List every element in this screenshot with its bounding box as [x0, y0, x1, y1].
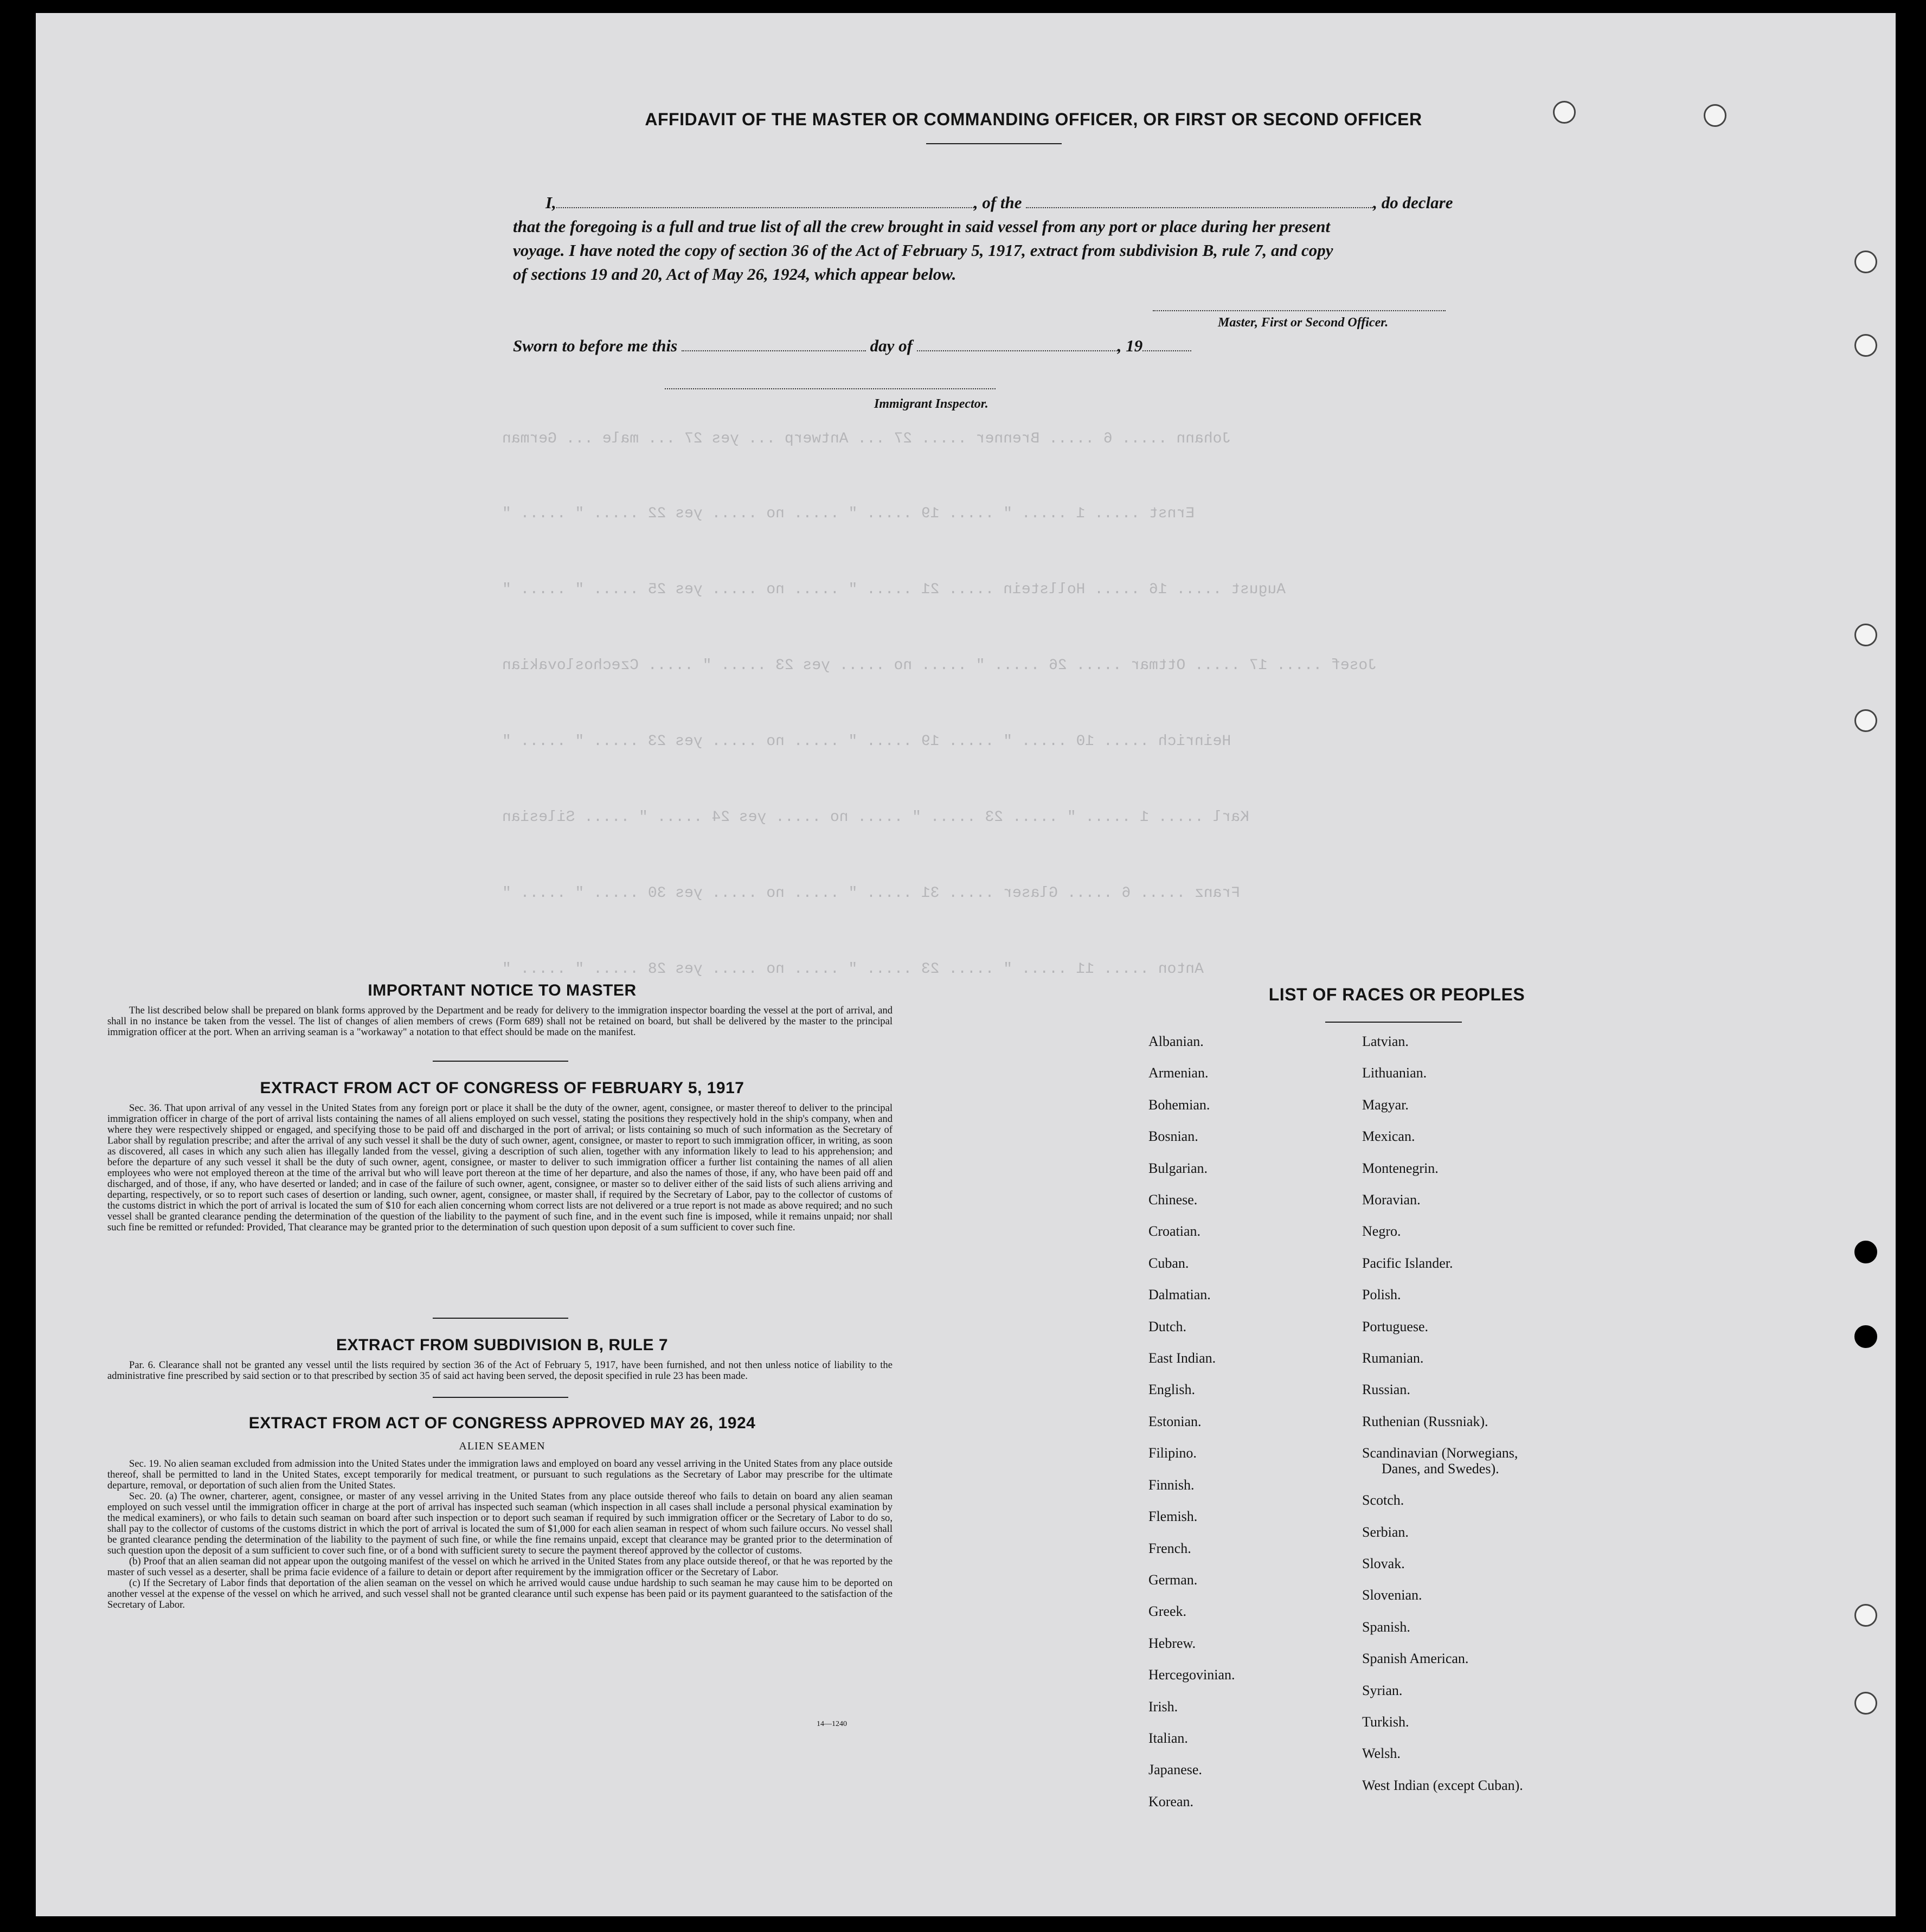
sec-20b-paragraph: (b) Proof that an alien seaman did not appear upon the outgoing manifest of the vessel on which he arrived in the United States from any place outside thereof, or that he was reported by the master of such vessel as a deserter, shall be prima facie evidence of a failure to detain or deport after requirement by the immigration officer or the Secretary of Labor.: [107, 1556, 893, 1578]
divider: [433, 1397, 568, 1398]
race-item: French.: [1148, 1540, 1191, 1556]
race-item: English.: [1148, 1382, 1195, 1398]
race-item: Bohemian.: [1148, 1096, 1210, 1113]
sec-36-paragraph: Sec. 36. That upon arrival of any vessel in the United States from any foreign port or place it shall be the duty of the owner, agent, consignee, or master thereof to deliver to the principal immigration officer in charge of the port of arrival lists containing the names of all aliens employed on such vessel, stating the positions they respectively hold in the ship's company, when and where they were respectively shipped or engaged, and specifying those to be paid off and discharged in the port of arrival; or lists containing so much of such information as the Secretary of Labor shall by regulation prescribe; and after the arrival of any such vessel it shall be the duty of such owner, agent, consignee, or master to report to such immigration officer, in writing, as soon as discovered, all cases in which any such alien has illegally landed from the vessel, giving a description of such alien, together with any information likely to lead to his apprehension; and before the departure of any such vessel it shall be the duty of such owner, agent, consignee, or master to deliver to such immigration officer a further list containing the names of all alien employees who were not employed thereon at the time of the arrival but who will leave port thereon at the time of her departure, and also the names of those, if any, who have been paid off and discharged, and of those, if any, who have deserted or landed; and in case of the failure of such owner, agent, consignee, or master so to deliver either of the said lists of such aliens arriving and departing, respectively, or so to report such cases of desertion or landing, such owner, agent, consignee, or master shall, if required by the Secretary of Labor, pay to the collector of customs of the customs district in which the port of arrival is located the sum of $10 for each alien concerning whom correct lists are not delivered or a true report is not made as above required; and no such vessel shall be granted clearance pending the determination of the question of the liability to the payment of such fine, and in the event such fine is imposed, while it remains unpaid; nor shall such fine be remitted or refunded: Provided, That clearance may be granted prior to the determination of such question upon deposit of a sum sufficient to cover such fine.: [107, 1102, 893, 1233]
race-item: Bulgarian.: [1148, 1160, 1208, 1176]
race-item: Scotch.: [1362, 1492, 1404, 1509]
races-left-column: [1148, 1026, 1235, 1818]
sworn-day-field[interactable]: [682, 339, 866, 351]
affidavit-declare: , do declare: [1373, 193, 1453, 212]
vessel-field[interactable]: [1026, 196, 1373, 208]
race-item: Spanish.: [1362, 1619, 1410, 1635]
race-item: Korean.: [1148, 1793, 1194, 1809]
race-item: Mexican.: [1362, 1128, 1415, 1145]
race-item: Ruthenian (Russniak).: [1362, 1413, 1488, 1429]
punch-hole: [1854, 1241, 1877, 1263]
notice-text: [107, 1005, 893, 1038]
punch-hole: [1553, 101, 1576, 124]
punch-hole: [1854, 624, 1877, 646]
extract-1917-title: EXTRACT FROM ACT OF CONGRESS OF FEBRUARY 5, 1917: [260, 1079, 744, 1097]
race-item: Rumanian.: [1362, 1350, 1424, 1366]
race-item: Italian.: [1148, 1730, 1188, 1746]
extract-b7-title: EXTRACT FROM SUBDIVISION B, RULE 7: [336, 1336, 669, 1354]
bleed-through-texture: Johann ..... 6 ..... Brenner ..... 27 ... Antwerp ... yes 27 ... male ... German Ernst ..... 1 ..... " ..... 19 ..... " ..... no ..... yes 22 ..... " ..... " August ..... 16 ..... Hollstein ..... 21 ..... " ..... no ..... yes 25 ..... " ..... " Josef ..... 17 ..... Ottmar ..... 26 ..... " ..... no ..... yes 23 ..... " ..... Czechoslovakian Heinrich ..... 10 ..... " ..... 19 ..... " ..... no ..... yes 23 ..... " ..... " Karl ..... 1 ..... " ..... 23 ..... " ..... no ..... yes 24 ..... " ..... Silesian Franz ..... 6 ..... Glaser ..... 31 ..... " ..... no ..... yes 30 ..... " ..... " Anton ..... 11 ..... " ..... 23 ..... " ..... no ..... yes 28 ..... " ..... ": [502, 431, 1377, 978]
race-item: Armenian.: [1148, 1065, 1209, 1081]
race-item: Finnish.: [1148, 1477, 1195, 1493]
race-item: Magyar.: [1362, 1096, 1409, 1113]
par-6-paragraph: Par. 6. Clearance shall not be granted any vessel until the lists required by section 36 of the Act of February 5, 1917, have been furnished, and not then unless notice of liability to the administrative fine prescribed by said section or to that prescribed by section 35 of said act having been served, the deposit specified in rule 23 has been made.: [107, 1359, 893, 1382]
race-item: Slovenian.: [1362, 1587, 1422, 1603]
sec-19-paragraph: Sec. 19. No alien seaman excluded from admission into the United States under the immigration laws and employed on board any vessel arriving in the United States from any place outside thereof, shall be permitted to land in the United States, except temporarily for medical treatment, or pursuant to such regulations as the Secretary of Labor may prescribe for the ultimate departure, removal, or deportation of such alien from the United States.: [107, 1458, 893, 1491]
affidavit-line-2: that the foregoing is a full and true list of all the crew brought in said vessel from any port or place during her present: [513, 217, 1331, 236]
affidavit-line-4: of sections 19 and 20, Act of May 26, 1924, which appear below.: [513, 265, 956, 284]
race-item: Japanese.: [1148, 1762, 1202, 1778]
race-item: Turkish.: [1362, 1713, 1409, 1730]
notice-title: IMPORTANT NOTICE TO MASTER: [368, 981, 637, 999]
sworn-month-field[interactable]: [917, 339, 1118, 351]
sworn-year-field[interactable]: [1142, 339, 1191, 351]
race-item: East Indian.: [1148, 1350, 1216, 1366]
race-item: Spanish American.: [1362, 1651, 1469, 1667]
race-item: Dutch.: [1148, 1318, 1187, 1334]
race-item: Croatian.: [1148, 1223, 1201, 1240]
affidavit-line-1: [513, 191, 1532, 215]
affidavit-line-3: voyage. I have noted the copy of section 36 of the Act of February 5, 1917, extract from subdivision B, rule 7, and copy: [513, 241, 1333, 260]
punch-hole: [1854, 1692, 1877, 1715]
race-item: Hercegovinian.: [1148, 1667, 1235, 1683]
punch-hole: [1854, 334, 1877, 357]
punch-hole: [1704, 104, 1726, 127]
race-item: Negro.: [1362, 1223, 1401, 1240]
race-item: Filipino.: [1148, 1445, 1197, 1461]
race-item: Polish.: [1362, 1287, 1401, 1303]
affidavit-i: I,: [545, 193, 556, 212]
extract-1924-title: EXTRACT FROM ACT OF CONGRESS APPROVED MAY 26, 1924: [248, 1414, 756, 1432]
punch-hole: [1854, 709, 1877, 732]
divider: [433, 1318, 568, 1319]
race-item: Welsh.: [1362, 1745, 1401, 1762]
race-item: Scandinavian (Norwegians,: [1362, 1445, 1518, 1461]
race-item: Greek.: [1148, 1603, 1187, 1620]
race-item: Cuban.: [1148, 1255, 1189, 1271]
race-item: Estonian.: [1148, 1413, 1202, 1429]
race-item: Chinese.: [1148, 1192, 1198, 1208]
alien-seamen-subtitle: ALIEN SEAMEN: [459, 1440, 545, 1452]
punch-hole: [1854, 1325, 1877, 1348]
affidavit-of-the: , of the: [973, 193, 1022, 212]
day-of-label: day of: [870, 336, 913, 355]
sworn-line: [513, 334, 1326, 358]
notice-paragraph: The list described below shall be prepared on blank forms approved by the Department and be ready for delivery to the immigration inspector boarding the vessel at the port of arrival, and shall in no instance be taken from the vessel. The list of changes of alien members of crews (Form 689) shall not be retained on board, but shall be delivered by the master to the principal immigration officer at the port. When an arriving seaman is a "workaway" a notation to that effect should be made on the manifest.: [107, 1005, 893, 1038]
races-title: LIST OF RACES OR PEOPLES: [1268, 985, 1525, 1004]
affidavit-title: AFFIDAVIT OF THE MASTER OR COMMANDING OFFICER, OR FIRST OR SECOND OFFICER: [645, 110, 1422, 129]
form-number: 14—1240: [817, 1720, 847, 1728]
race-item: German.: [1148, 1571, 1198, 1588]
race-item: Irish.: [1148, 1698, 1178, 1715]
race-item: Bosnian.: [1148, 1128, 1198, 1145]
extract-1917-text: [107, 1103, 893, 1233]
master-label: Master, First or Second Officer.: [1218, 316, 1389, 330]
race-item: Portuguese.: [1362, 1318, 1429, 1334]
document-page: [36, 13, 1896, 1916]
race-item: Moravian.: [1362, 1192, 1421, 1208]
master-signature-line[interactable]: [1153, 310, 1446, 311]
year-label: , 19: [1117, 336, 1143, 355]
punch-hole: [1854, 1604, 1877, 1627]
sec-20c-paragraph: (c) If the Secretary of Labor finds that deportation of the alien seaman on the vessel on which he arrived would cause undue hardship to such seaman he may cause him to be deported on another vessel at the expense of the vessel on which he arrived, and such vessel shall not be granted clearance until such expense has been paid or its payment guaranteed to the satisfaction of the Secretary of Labor.: [107, 1577, 893, 1610]
divider: [433, 1061, 568, 1062]
divider: [1325, 1022, 1462, 1023]
races-right-column: [1362, 1026, 1523, 1801]
race-item: Lithuanian.: [1362, 1065, 1427, 1081]
race-item: West Indian (except Cuban).: [1362, 1777, 1523, 1793]
sworn-label: Sworn to before me this: [513, 336, 678, 355]
inspector-signature-line[interactable]: [665, 388, 996, 389]
race-item: Russian.: [1362, 1382, 1410, 1398]
race-item: Dalmatian.: [1148, 1287, 1211, 1303]
race-item: Slovak.: [1362, 1555, 1405, 1571]
sec-20a-paragraph: Sec. 20. (a) The owner, charterer, agent, consignee, or master of any vessel arriving in the United States from any place outside thereof who fails to detain on board any alien seaman employed on such vessel until the immigration officer in charge at the port of arrival has inspected such seaman (which inspection in all cases shall include a personal physical examination by the medical examiners), or who fails to detain such seaman on board after such inspection or to deport such seaman if required by such immigration officer or the Secretary of Labor to do so, shall pay to the collector of customs of the customs district in which the port of arrival is located the sum of $1,000 for each alien seaman in respect of whom such failure occurs. No vessel shall be granted clearance pending the determination of the liability to the payment of such fine, or while the fine remains unpaid, except that clearance may be granted prior to the determination of such question upon the deposit of a sum sufficient to cover such fine, or of a bond with sufficient surety to secure the payment thereof approved by the collector of customs.: [107, 1491, 893, 1556]
race-item: Serbian.: [1362, 1524, 1409, 1540]
race-item: Flemish.: [1148, 1509, 1198, 1525]
race-item: Syrian.: [1362, 1682, 1403, 1698]
extract-1924-text: [107, 1459, 893, 1610]
race-item: Danes, and Swedes).: [1382, 1460, 1499, 1477]
divider: [926, 143, 1062, 144]
race-item: Latvian.: [1362, 1034, 1409, 1049]
race-item: Albanian.: [1148, 1034, 1204, 1049]
race-item: Hebrew.: [1148, 1635, 1196, 1651]
name-field[interactable]: [556, 196, 974, 208]
punch-hole: [1854, 251, 1877, 273]
extract-b7-text: [107, 1360, 893, 1382]
race-item: Montenegrin.: [1362, 1160, 1439, 1176]
race-item: Pacific Islander.: [1362, 1255, 1453, 1271]
inspector-label: Immigrant Inspector.: [874, 397, 988, 411]
